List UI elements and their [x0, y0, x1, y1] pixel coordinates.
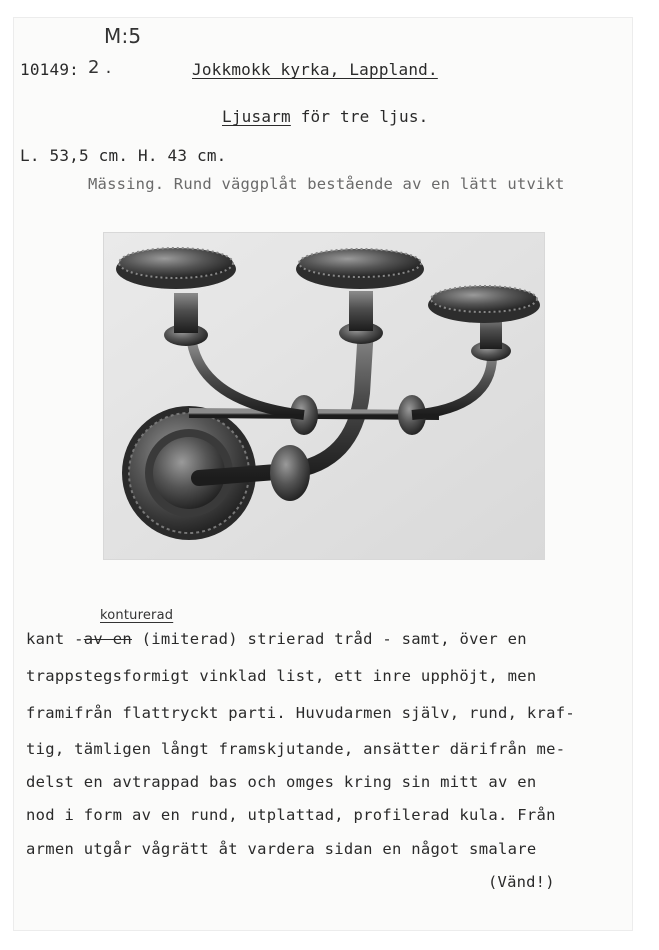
turn-over-note: (Vänd!) — [488, 873, 555, 891]
sconce-illustration — [104, 233, 544, 559]
handwritten-insertion: konturerad — [100, 608, 174, 623]
line1-start: kant - — [26, 630, 84, 648]
line1-rest: (imiterad) strierad tråd - samt, över en — [141, 630, 527, 648]
body-line-3: framifrån flattryckt parti. Huvudarmen själv, rund, kraf- — [26, 704, 576, 722]
line1-struck: av en — [83, 630, 132, 648]
object-word: Ljusarm — [222, 107, 291, 126]
body-line-2: trappstegsformigt vinklad list, ett inre upphöjt, men — [26, 667, 537, 685]
body-line-5: delst en avtrappad bas och omges kring sin mitt av en — [26, 773, 537, 791]
catalog-number: 10149: — [20, 60, 79, 79]
body-line-7: armen utgår vågrätt åt vardera sidan en något smalare — [26, 840, 537, 858]
dimensions: L. 53,5 cm. H. 43 cm. — [20, 146, 227, 165]
intro-line: Mässing. Rund väggplåt bestående av en lätt utvikt — [88, 175, 565, 193]
location-title: Jokkmokk kyrka, Lappland. — [192, 60, 438, 79]
object-title — [222, 107, 429, 126]
body-line-4: tig, tämligen långt framskjutande, ansätter därifrån me- — [26, 740, 566, 758]
catalog-suffix: 2 . — [88, 57, 112, 78]
handwritten-mark: M:5 — [104, 24, 142, 48]
sconce-photograph — [103, 232, 545, 560]
object-rest: för tre ljus. — [300, 107, 429, 126]
body-line-1 — [26, 630, 527, 648]
body-line-6: nod i form av en rund, utplattad, profilerad kula. Från — [26, 806, 556, 824]
